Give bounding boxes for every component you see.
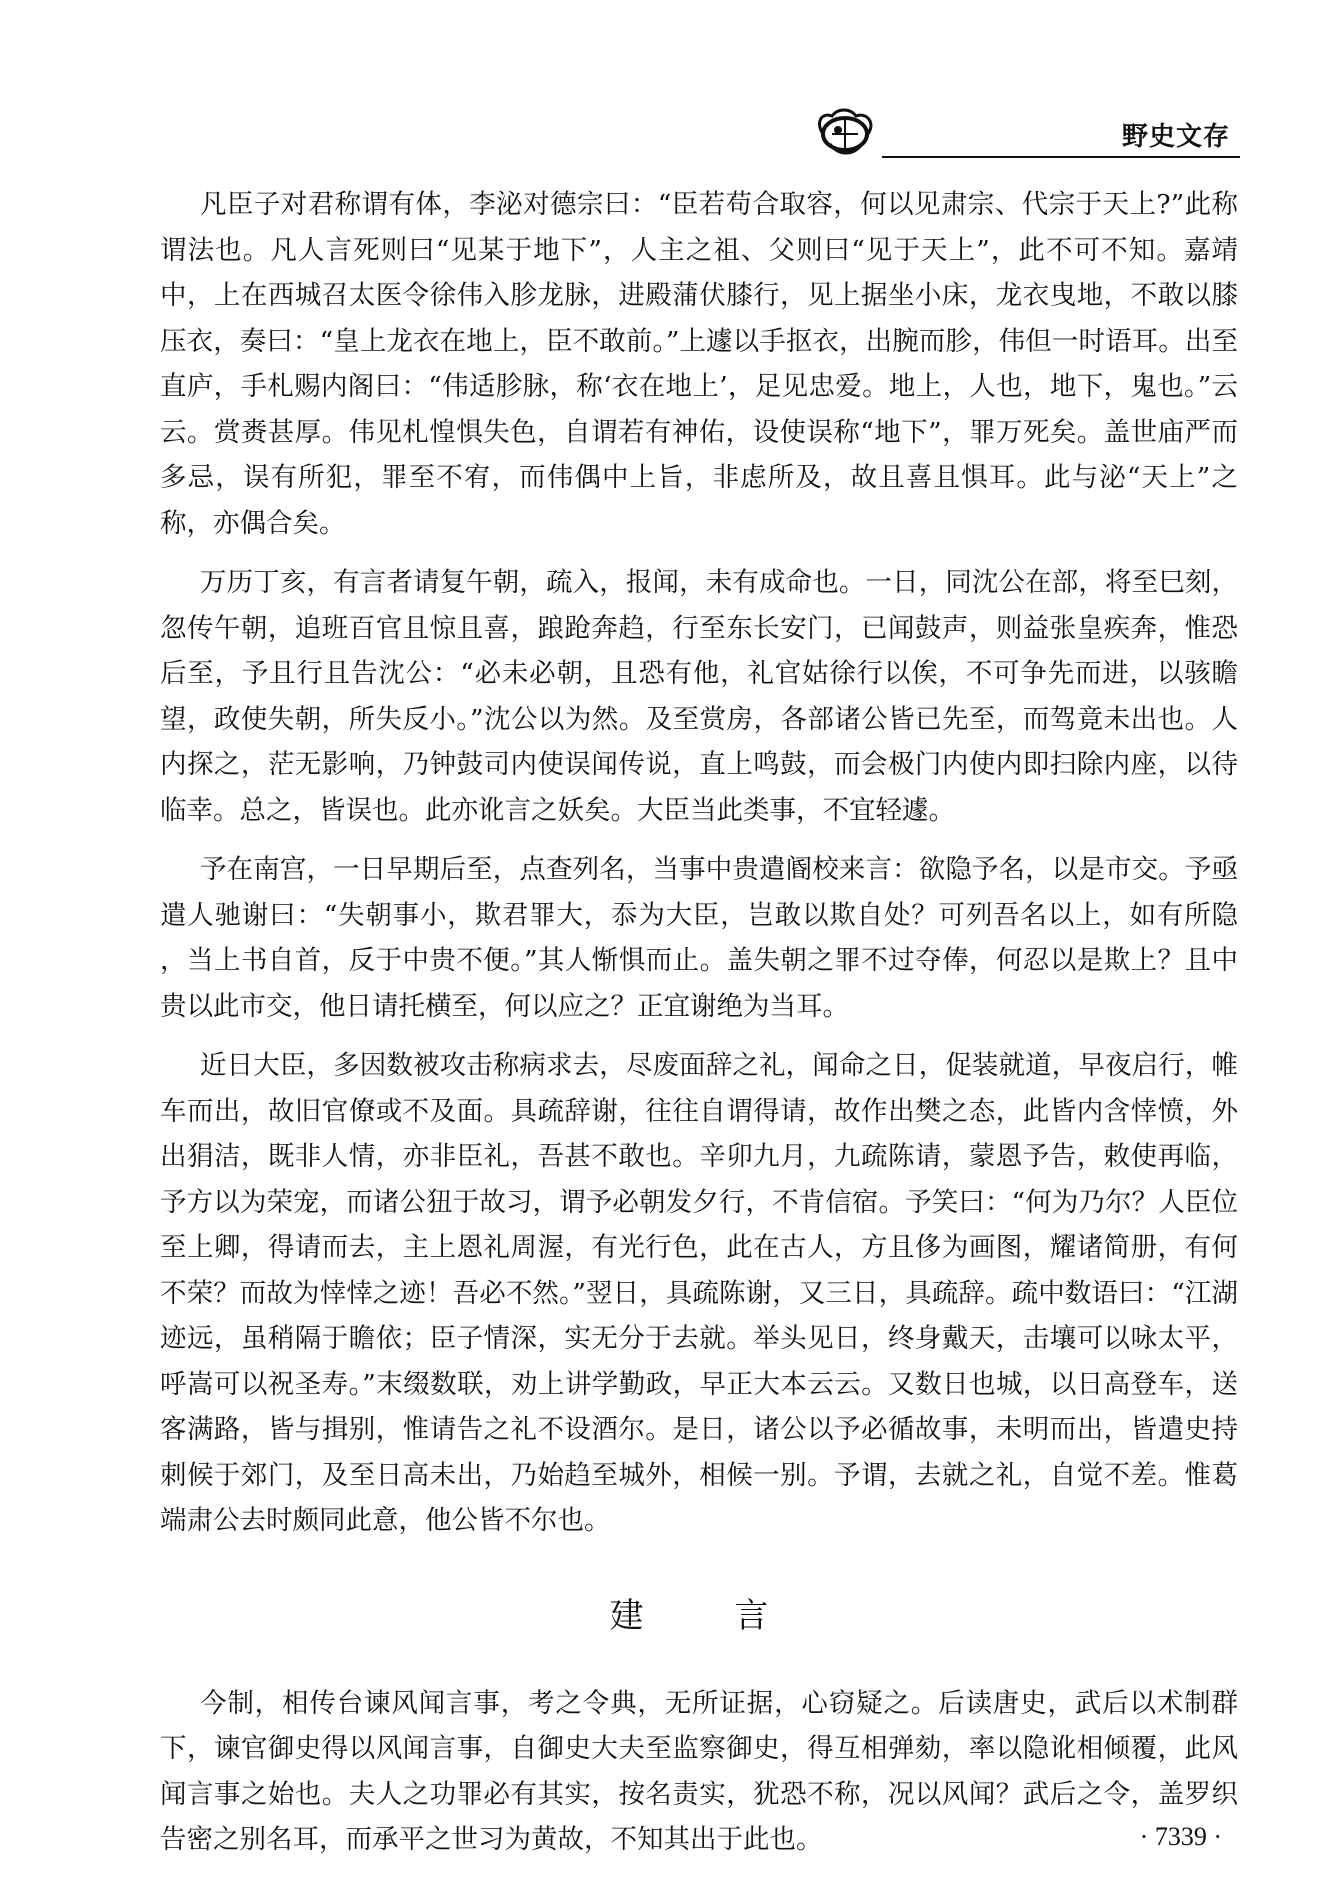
- page-body: [160, 182, 1238, 1877]
- paragraph: 凡臣子对君称谓有体，李泌对德宗曰：“臣若苟合取容，何以见肃宗、代宗于天上?”此称谓法也。凡人言死则曰“见某于地下”，人主之祖、父则曰“见于天上”，此不可不知。嘉靖中，上在西城召太医令徐伟入胗龙脉，进殿蒲伏膝行，见上据坐小床，龙衣曳地，不敢以膝压衣，奏曰：“皇上龙衣在地上，臣不敢前。”上遽以手抠衣，出腕而胗，伟但一时语耳。出至直庐，手札赐内阁曰：“伟适胗脉，称‘衣在地上’，足见忠爱。地上，人也，地下，鬼也。”云云。赏赉甚厚。伟见札惶惧失色，自谓若有神佑，设使误称“地下”，罪万死矣。盖世庙严而多忌，误有所犯，罪至不宥，而伟偶中上旨，非虑所及，故且喜且惧耳。此与泌“天上”之称，亦偶合矣。: [160, 189, 1238, 539]
- page-header: [810, 100, 1240, 160]
- paragraph: 予在南宫，一日早期后至，点查列名，当事中贵遣阍校来言：欲隐予名，以是市交。予亟遣人驰谢曰：“失朝事小，欺君罪大，忝为大臣，岂敢以欺自处？可列吾名以上，如有所隐 ，当上书自首，反于中贵不便。”其人惭惧而止。盖失朝之罪不过夺俸，何忍以是欺上？且中贵以此市交，他日请托横至，何以应之？正宜谢绝为当耳。: [160, 854, 1238, 1022]
- paragraph: 今制，相传台谏风闻言事，考之令典，无所证据，心窃疑之。后读唐史，武后以术制群下，谏官御史得以风闻言事，自御史大夫至监察御史，得互相弹劾，率以隐讹相倾覆，此风闻言事之始也。夫人之功罪必有其实，按名责实，犹恐不称，况以风闻？武后之令，盖罗织告密之别名耳，而承平之世习为黄故，不知其出于此也。: [160, 1687, 1238, 1855]
- page-number: · 7339 ·: [1139, 1822, 1222, 1851]
- paragraph: 万历丁亥，有言者请复午朝，疏入，报闻，未有成命也。一日，同沈公在部，将至巳刻，忽传午朝，追班百官且惊且喜，踉跄奔趋，行至东长安门，已闻鼓声，则益张皇疾奔，惟恐后至，予且行且告沈公：“必未必朝，且恐有他，礼官姑徐行以俟，不可争先而进，以骇瞻望，政使失朝，所失反小。”沈公以为然。及至赏房，各部诸公皆已先至，而驾竟未出也。人内探之，茫无影响，乃钟鼓司内使误闻传说，直上鸣鼓，而会极门内使内即扫除内座，以待临幸。总之，皆误也。此亦讹言之妖矣。大臣当此类事，不宜轻遽。: [160, 567, 1238, 826]
- paragraph: 近日大臣，多因数被攻击称病求去，尽废面辞之礼，闻命之日，促装就道，早夜启行，帷车而出，故旧官僚或不及面。具疏辞谢，往往自谓得请，故作出樊之态，此皆内含悻愤，外出狷洁，既非人情，亦非臣礼，吾甚不敢也。辛卯九月，九疏陈请，蒙恩予告，敕使再临，予方以为荣宠，而诸公狃于故习，谓予必朝发夕行，不肯信宿。予笑曰：“何为乃尔？人臣位至上卿，得请而去，主上恩礼周渥，有光行色，此在古人，方且侈为画图，耀诸简册，有何不荣？而故为悻悻之迹！吾必不然。”翌日，具疏陈谢，又三日，具疏辞。疏中数语曰：“江湖迹远，虽稍隔于瞻依；臣子情深，实无分于去就。举头见日，终身戴天，击壤可以咏太平，呼嵩可以祝圣寿。”末缀数联，劝上讲学勤政，早正大本云云。又数日也城，以日高登车，送客满路，皆与揖别，惟请告之礼不设酒尔。是日，诸公以予必循故事，未明而出，皆遣史持刺候于郊门，及至日高未出，乃始趋至城外，相候一别。予谓，去就之礼，自觉不差。惟葛端肃公去时颇同此意，他公皆不尔也。: [160, 1050, 1238, 1536]
- section-title: 建 言: [609, 1595, 809, 1636]
- header-rule: [882, 156, 1240, 158]
- book-title: 野史文存: [1121, 122, 1230, 152]
- dragon-emblem-icon: [810, 104, 880, 160]
